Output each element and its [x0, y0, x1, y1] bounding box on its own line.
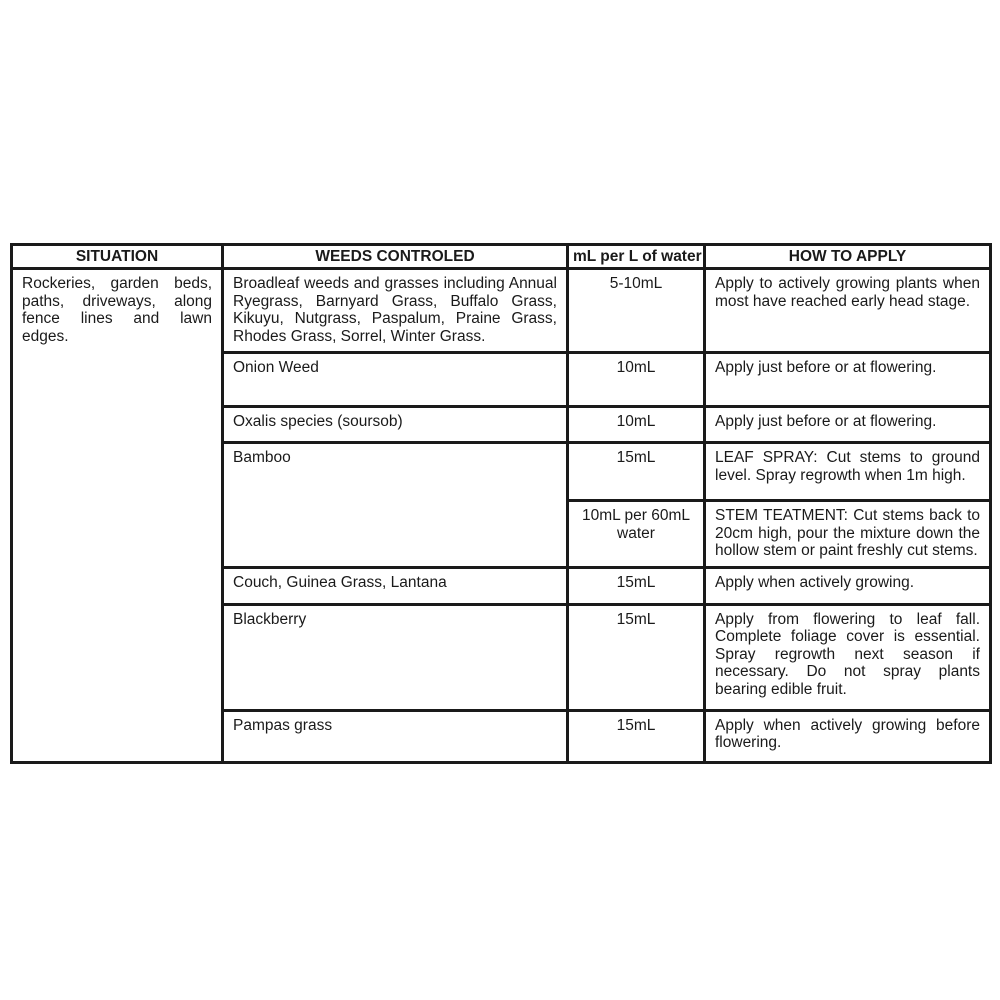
- how-to-apply-cell: Apply when actively growing.: [705, 567, 991, 604]
- rate-cell: 10mL per 60mL water: [568, 501, 705, 568]
- dosage-table: [10, 243, 992, 764]
- header-rate: mL per L of water: [568, 245, 705, 269]
- header-how-to-apply: HOW TO APPLY: [705, 245, 991, 269]
- rate-cell: 15mL: [568, 604, 705, 710]
- rate-cell: 10mL: [568, 407, 705, 443]
- weeds-cell: Pampas grass: [223, 710, 568, 762]
- rate-cell: 15mL: [568, 567, 705, 604]
- how-to-apply-cell: STEM TEATMENT: Cut stems back to 20cm high, pour the mixture down the hollow stem or paint freshly cut stems.: [705, 501, 991, 568]
- weeds-cell: Broadleaf weeds and grasses including Annual Ryegrass, Barnyard Grass, Buffalo Grass, Kikuyu, Nutgrass, Paspalum, Praine Grass, Rhodes Grass, Sorrel, Winter Grass.: [223, 269, 568, 353]
- rate-cell: 5-10mL: [568, 269, 705, 353]
- how-to-apply-cell: Apply just before or at flowering.: [705, 353, 991, 407]
- how-to-apply-cell: Apply to actively growing plants when most have reached early head stage.: [705, 269, 991, 353]
- rate-cell: 15mL: [568, 443, 705, 501]
- table-header-row: [12, 245, 991, 269]
- weeds-cell: Blackberry: [223, 604, 568, 710]
- header-weeds-controlled: WEEDS CONTROLED: [223, 245, 568, 269]
- weeds-cell: Couch, Guinea Grass, Lantana: [223, 567, 568, 604]
- weeds-cell: Bamboo: [223, 443, 568, 568]
- rate-cell: 10mL: [568, 353, 705, 407]
- how-to-apply-cell: LEAF SPRAY: Cut stems to ground level. Spray regrowth when 1m high.: [705, 443, 991, 501]
- how-to-apply-cell: Apply just before or at flowering.: [705, 407, 991, 443]
- weeds-cell: Oxalis species (soursob): [223, 407, 568, 443]
- dosage-document: [10, 243, 989, 764]
- table-row: [12, 269, 991, 353]
- rate-cell: 15mL: [568, 710, 705, 762]
- header-situation: SITUATION: [12, 245, 223, 269]
- situation-cell: Rockeries, garden beds, paths, driveways, along fence lines and lawn edges.: [12, 269, 223, 763]
- how-to-apply-cell: Apply when actively growing before flowering.: [705, 710, 991, 762]
- how-to-apply-cell: Apply from flowering to leaf fall. Complete foliage cover is essential. Spray regrowth next season if necessary. Do not spray plants bearing edible fruit.: [705, 604, 991, 710]
- weeds-cell: Onion Weed: [223, 353, 568, 407]
